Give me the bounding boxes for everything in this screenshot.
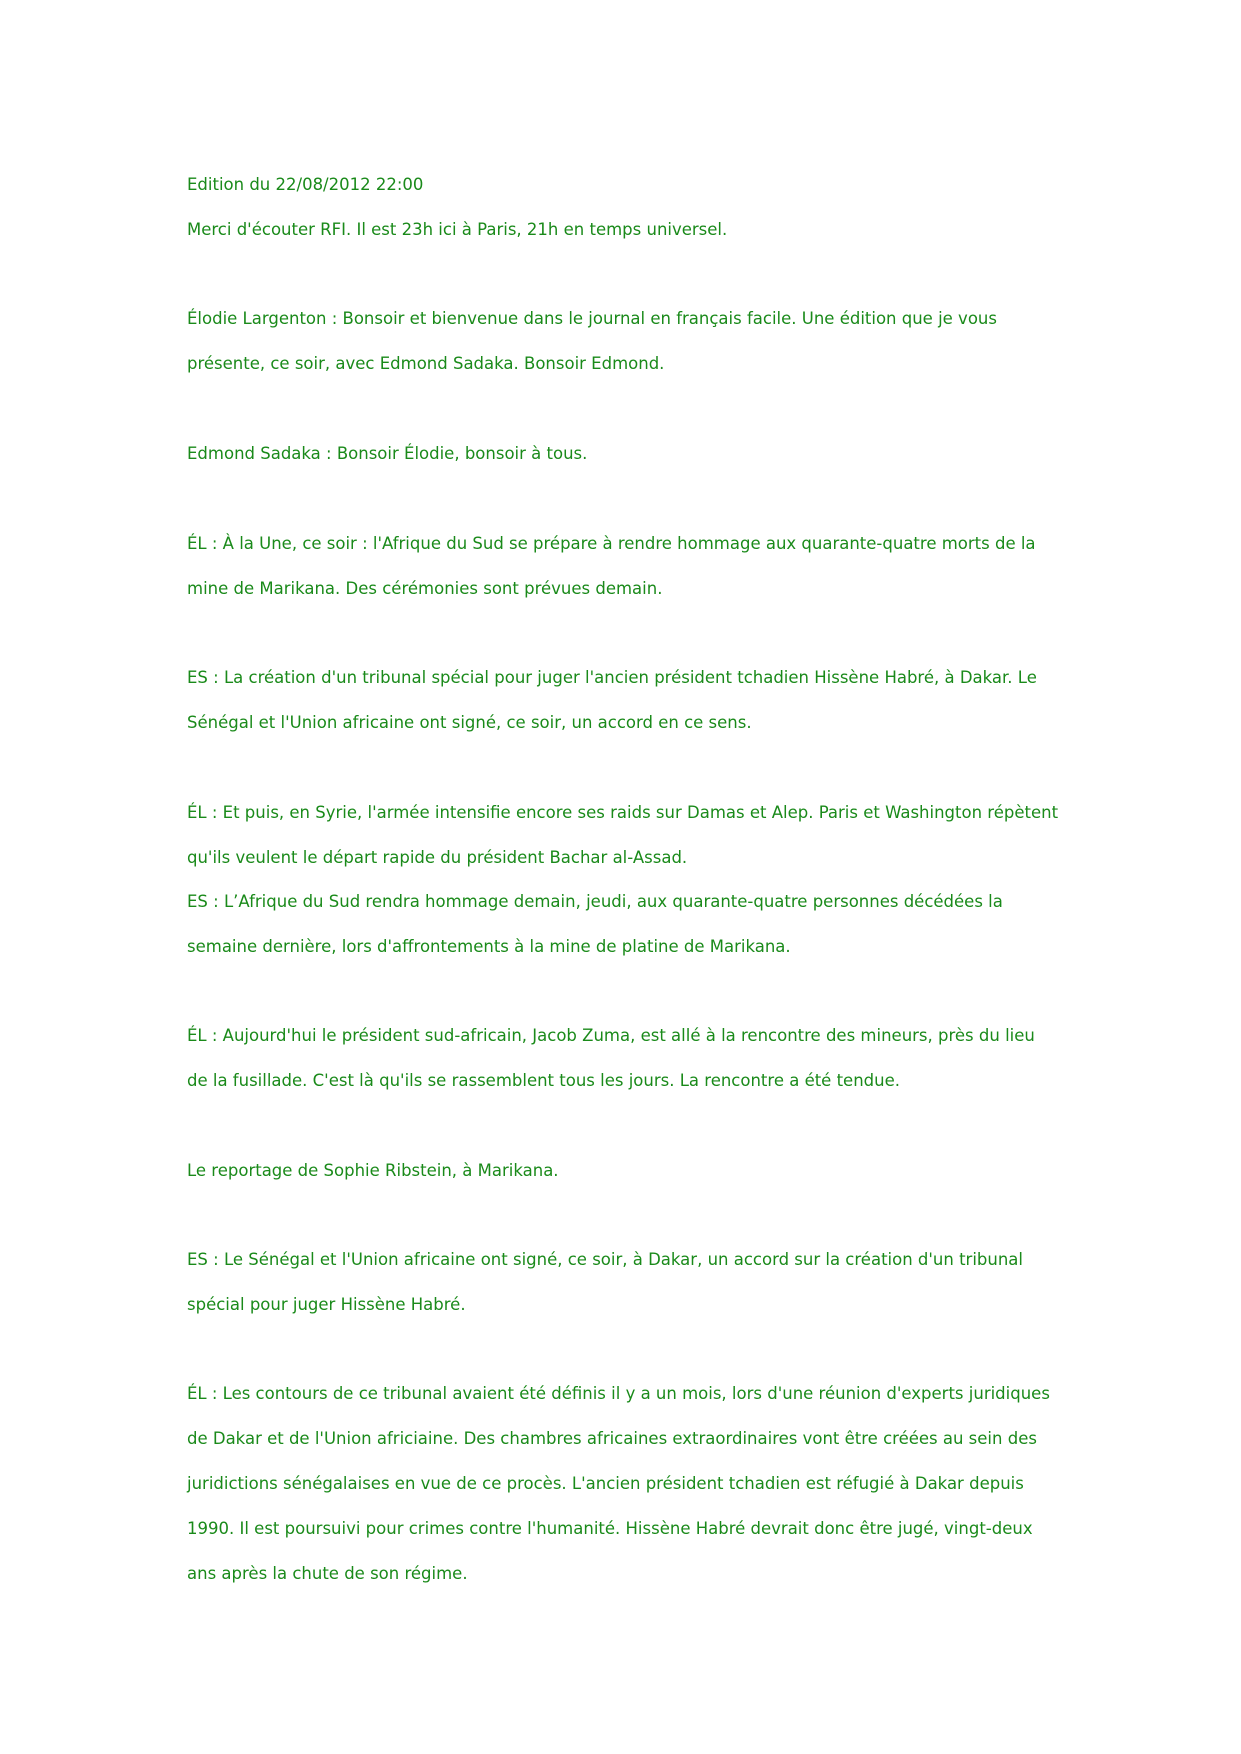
text-line: ÉL : Et puis, en Syrie, l'armée intensifie encore ses raids sur Damas et Alep. Paris et Washington répètent (187, 803, 1059, 822)
text-line: spécial pour juger Hissène Habré. (187, 1295, 466, 1314)
text-line: qu'ils veulent le départ rapide du président Bachar al-Assad. (187, 848, 688, 867)
text-line: ES : Le Sénégal et l'Union africaine ont signé, ce soir, à Dakar, un accord sur la création d'un tribunal (187, 1250, 1024, 1269)
text-line: Edmond Sadaka : Bonsoir Élodie, bonsoir à tous. (187, 444, 588, 463)
text-line: 1990. Il est poursuivi pour crimes contre l'humanité. Hissène Habré devrait donc être jugé, vingt-deux (187, 1519, 1033, 1538)
text-line: présente, ce soir, avec Edmond Sadaka. Bonsoir Edmond. (187, 354, 665, 373)
text-line: Merci d'écouter RFI. Il est 23h ici à Paris, 21h en temps universel. (187, 220, 728, 239)
text-line: de Dakar et de l'Union africiaine. Des chambres africaines extraordinaires vont être créées au sein des (187, 1429, 1037, 1448)
edition-date-line: Edition du 22/08/2012 22:00 (187, 175, 424, 194)
text-line: Sénégal et l'Union africaine ont signé, ce soir, un accord en ce sens. (187, 713, 752, 732)
text-line: ES : La création d'un tribunal spécial pour juger l'ancien président tchadien Hissène Habré, à Dakar. Le (187, 668, 1037, 687)
text-line: ÉL : Aujourd'hui le président sud-africain, Jacob Zuma, est allé à la rencontre des mineurs, près du lieu (187, 1026, 1035, 1045)
text-line: ÉL : À la Une, ce soir : l'Afrique du Sud se prépare à rendre hommage aux quarante-quatre morts de la (187, 534, 1036, 553)
text-line: Élodie Largenton : Bonsoir et bienvenue dans le journal en français facile. Une édition que je vous (187, 309, 997, 328)
text-line: mine de Marikana. Des cérémonies sont prévues demain. (187, 579, 663, 598)
text-line: ans après la chute de son régime. (187, 1564, 468, 1583)
text-line: semaine dernière, lors d'affrontements à la mine de platine de Marikana. (187, 937, 791, 956)
text-line: Le reportage de Sophie Ribstein, à Marikana. (187, 1161, 559, 1180)
text-line: juridictions sénégalaises en vue de ce procès. L'ancien président tchadien est réfugié à Dakar depuis (187, 1474, 1024, 1493)
text-line: ÉL : Les contours de ce tribunal avaient été définis il y a un mois, lors d'une réunion d'experts juridiques (187, 1384, 1050, 1403)
text-line: de la fusillade. C'est là qu'ils se rassemblent tous les jours. La rencontre a été tendue. (187, 1071, 900, 1090)
text-line: ES : L’Afrique du Sud rendra hommage demain, jeudi, aux quarante-quatre personnes décédées la (187, 892, 1003, 911)
